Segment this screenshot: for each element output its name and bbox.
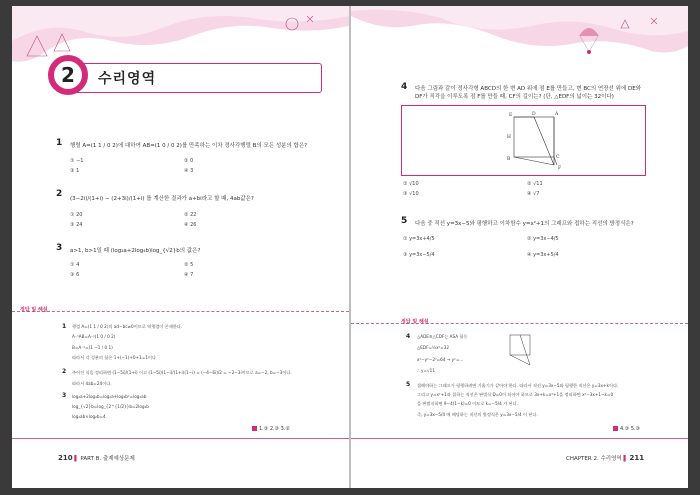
- question-2-option: ② 22: [184, 212, 197, 218]
- left-page: [12, 6, 349, 488]
- question-3-option: ② 5: [184, 262, 194, 268]
- question-3-option: ④ 7: [184, 272, 194, 278]
- answer-marker-icon: [252, 426, 257, 431]
- question-5-option: ① y=3x+4/5: [403, 236, 435, 242]
- page-footer: [566, 454, 644, 462]
- page-footer: [58, 454, 135, 462]
- question-3-number: 3: [56, 243, 63, 253]
- figure-label: C: [556, 155, 560, 160]
- figure-label: E: [509, 113, 513, 118]
- solution-line: 을 판별식하면 9−4(1−k)=0 이므로 k=−5/4 가 된다.: [417, 401, 518, 406]
- solution-3-number: 3: [62, 392, 67, 399]
- figure-label: H: [507, 135, 511, 140]
- solution-line: 접해야하는 그래프가 평행하려면 기울기가 같아야 한다. 따라서 직선 y=3x−5와 평행한 직선은 y=3x+k이다.: [417, 383, 619, 388]
- question-5-option: ④ y=3x+5/4: [527, 252, 559, 258]
- solution-line: 즉, y=3x−5/4 에 해당하는 직선의 방정식은 y=3x−5/4 이 된다.: [417, 412, 538, 417]
- question-1-option: ④ 3: [184, 168, 194, 174]
- solution-line: △EDF=½x²=32: [417, 345, 450, 350]
- solution-end-divider: [351, 438, 688, 440]
- question-2-text: (3−2i)/(1+i) − (2+3i)/(1+i) 를 계산한 결과가 a+bi라고 할 때, 4ab값은?: [70, 196, 254, 202]
- question-4-text: 다음 그림과 같이 정사각형 ABCD의 한 변 AD 위에 점 E를 만들고, 변 BC의 연장선 위에 DE와 DF가 직각을 이루도록 점 F를 만들 때, CF의 길이는? (단, △EDF의 넓이는 32이다): [415, 86, 642, 100]
- solution-line: B=A⁻¹=(1 −1 / 0 1): [72, 345, 113, 350]
- figure-label: F: [558, 166, 562, 171]
- footer-marker: ▌: [623, 456, 628, 462]
- question-4-option: ③ √10: [403, 191, 419, 197]
- question-1-option: ① −1: [70, 158, 84, 164]
- question-4-option: ② √11: [527, 181, 543, 187]
- question-1-option: ② 0: [184, 158, 194, 164]
- solution-line: 따라서 각 성분의 합은 1+(−1)+0+1=1이다: [72, 355, 156, 360]
- solution-line: log_{√2}b=log_{2^{1/2}}b=2log₂b: [72, 404, 149, 409]
- question-2-option: ③ 24: [70, 222, 83, 228]
- question-5-text: 다음 중 직선 y=3x−5와 평행하고 이차함수 y=x²+1의 그래프와 접하는 직선의 방정식은?: [415, 221, 634, 227]
- square-figure: [402, 106, 645, 175]
- chapter-title: 수리영역: [98, 71, 157, 87]
- figure-box: [401, 105, 646, 176]
- question-1-option: ③ 1: [70, 168, 80, 174]
- solution-2-number: 2: [62, 368, 67, 375]
- solution-line: △ADE≡△CDF는 ASA 합동: [417, 334, 468, 339]
- figure-label: A: [555, 112, 559, 117]
- answer-marker-icon: [613, 426, 618, 431]
- footer-marker: ▌: [74, 456, 79, 462]
- answer-key-text: 1.③ 2.③ 3.②: [259, 426, 290, 432]
- solution-line: 따라서 4ab=24이다.: [72, 381, 112, 386]
- figure-label: B: [507, 157, 511, 162]
- solution-divider: [12, 311, 349, 313]
- solution-line: log₂ab×log₂b=4: [72, 414, 106, 419]
- question-2-option: ① 20: [70, 212, 83, 218]
- chapter-number-badge: 2: [48, 55, 88, 95]
- footer-label: CHAPTER 2. 수리영역: [566, 456, 622, 462]
- solution-1-number: 1: [62, 323, 67, 330]
- question-2-number: 2: [56, 189, 63, 199]
- solution-line: ∴ y=√11: [417, 368, 435, 373]
- question-3-text: a>1, b>1일 때 (log₂a+2log₄b)log_{√2}b의 값은?: [70, 248, 201, 254]
- question-5-option: ③ y=3x−5/4: [403, 252, 435, 258]
- answer-key: [613, 426, 640, 432]
- question-1-text: 행렬 A=(1 1 / 0 2)에 대하여 AB=(1 0 / 0 2)를 만족하는 이차 정사각행렬 B의 모든 성분의 합은?: [70, 143, 308, 149]
- solution-4-number: 4: [406, 333, 411, 340]
- solution-line: 행렬 A=(1 1 / 0 2)의 ad−bc≠0이므로 역행렬이 존재한다.: [72, 324, 183, 329]
- header-decoration: [351, 6, 688, 76]
- answer-key: [252, 426, 290, 432]
- answer-key-text: 4.③ 5.③: [620, 426, 641, 432]
- solution-end-divider: [12, 438, 349, 440]
- question-2-option: ④ 26: [184, 222, 197, 228]
- question-4-number: 4: [401, 82, 408, 92]
- question-3-option: ③ 6: [70, 272, 80, 278]
- solution-label: 정답 및 해설: [20, 307, 48, 313]
- solution-line: x²−y²−2²=64 → y²=...: [417, 357, 464, 362]
- solution-label: 정답 및 해설: [401, 319, 429, 325]
- question-5-option: ② y=3x−4/5: [527, 236, 559, 242]
- question-3-option: ① 4: [70, 262, 80, 268]
- solution-5-number: 5: [406, 381, 411, 388]
- question-1-number: 1: [56, 138, 63, 148]
- solution-line: A⁻¹AB=A⁻¹(1 0 / 0 2): [72, 334, 116, 339]
- page-number: 211: [629, 454, 645, 462]
- footer-label: PART B. 출제예상문제: [80, 456, 135, 462]
- solution-line: 주어진 식을 정리하면 (1−5i)/(1+i) 이고 (1−5i)(1−i)/(1+i)(1−i) = (−4−6i)/2 = −2−3i이므로 a=−2, b=−3이다.: [72, 370, 292, 375]
- question-4-option: ① √10: [403, 181, 419, 187]
- solution-line: log₂a+2log₄b=log₂a+log₂b²=log₂ab: [72, 394, 147, 399]
- question-5-number: 5: [401, 216, 408, 226]
- page-number: 210: [58, 454, 73, 462]
- solution-line: 그리고 y=x²+1과 접하는 직선은 판별식 D=0이 되어야 하므로 3x+k=x²+1을 정리하면 x²−3x+1−k=0: [417, 392, 614, 397]
- figure-label: D: [532, 112, 536, 117]
- right-page: [351, 6, 688, 488]
- solution-figure: [506, 331, 536, 371]
- question-4-option: ④ √7: [527, 191, 540, 197]
